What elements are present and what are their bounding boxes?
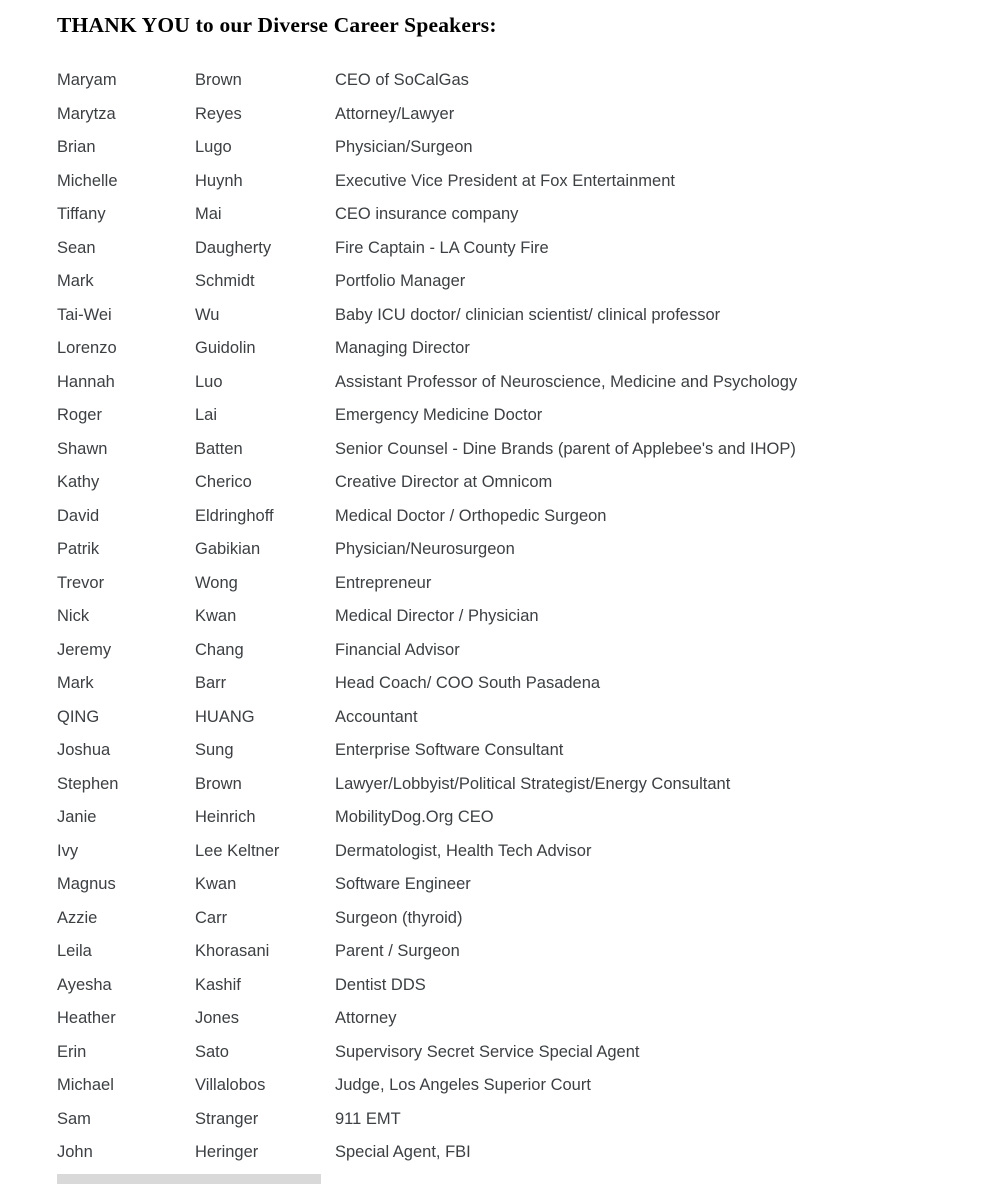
speaker-row: [57, 701, 986, 735]
speaker-first-name: David: [57, 506, 100, 525]
speaker-first-name: Tai-Wei: [57, 305, 112, 324]
speaker-last-name: Gabikian: [195, 540, 261, 558]
speaker-last-name: Sung: [195, 741, 234, 759]
speaker-title: Baby ICU doctor/ clinician scientist/ clinical professor: [335, 305, 721, 324]
speaker-title: Dentist DDS: [335, 975, 426, 994]
speaker-last-name: Luo: [195, 372, 223, 391]
speaker-title: Judge, Los Angeles Superior Court: [335, 1076, 591, 1094]
speaker-last-name: Wong: [195, 573, 238, 592]
speaker-title: Supervisory Secret Service Special Agent: [335, 1042, 640, 1061]
speaker-last-name: Heringer: [195, 1143, 259, 1161]
speaker-title: Medical Doctor / Orthopedic Surgeon: [335, 506, 607, 525]
speaker-title: Software Engineer: [335, 875, 471, 893]
speaker-first-name: John: [57, 1143, 93, 1161]
speaker-first-name: Ayesha: [57, 975, 112, 994]
speaker-title: Parent / Surgeon: [335, 942, 460, 960]
speaker-title: Dermatologist, Health Tech Advisor: [335, 841, 592, 860]
speaker-first-name: Nick: [57, 607, 90, 625]
speaker-last-name: Mai: [195, 205, 222, 223]
speaker-row: [57, 299, 986, 333]
speaker-title: Surgeon (thyroid): [335, 908, 463, 927]
speaker-row: [57, 466, 986, 500]
speaker-title: 911 EMT: [335, 1109, 401, 1128]
speaker-last-name: Wu: [195, 305, 220, 324]
speaker-last-name: Reyes: [195, 104, 242, 123]
speaker-title: Senior Counsel - Dine Brands (parent of Applebee's and IHOP): [335, 439, 796, 458]
speaker-row: [57, 265, 986, 299]
speaker-row: [57, 935, 986, 969]
speaker-last-name: Eldringhoff: [195, 506, 274, 525]
speaker-last-name: Lee Keltner: [195, 841, 280, 860]
speaker-title: CEO insurance company: [335, 205, 519, 223]
speaker-row: [57, 131, 986, 165]
speaker-title: Accountant: [335, 707, 418, 726]
speaker-last-name: Kwan: [195, 875, 237, 893]
speaker-row: [57, 399, 986, 433]
speaker-title: Entrepreneur: [335, 573, 432, 592]
speaker-last-name: Heinrich: [195, 808, 256, 826]
speaker-last-name: Jones: [195, 1009, 240, 1027]
speaker-first-name: Mark: [57, 272, 94, 290]
speaker-first-name: Brian: [57, 138, 96, 156]
speaker-row: [57, 1069, 986, 1103]
speaker-row: [57, 500, 986, 534]
speaker-row: [57, 969, 986, 1003]
speaker-row: [57, 1036, 986, 1070]
partial-row-highlight: [57, 1174, 321, 1184]
speaker-first-name: QING: [57, 707, 100, 726]
speaker-last-name: Brown: [195, 774, 242, 793]
speaker-first-name: Stephen: [57, 774, 119, 793]
speaker-title: Attorney/Lawyer: [335, 104, 455, 123]
speaker-last-name: Barr: [195, 674, 227, 692]
speaker-title: Fire Captain - LA County Fire: [335, 238, 549, 257]
speaker-title: Medical Director / Physician: [335, 607, 539, 625]
speaker-list: [57, 64, 986, 1170]
speaker-title: Creative Director at Omnicom: [335, 473, 553, 491]
speaker-title: Executive Vice President at Fox Entertainment: [335, 171, 675, 190]
speaker-row: [57, 232, 986, 266]
speaker-first-name: Patrik: [57, 540, 100, 558]
speaker-first-name: Sean: [57, 238, 96, 257]
speaker-row: [57, 332, 986, 366]
speaker-row: [57, 533, 986, 567]
speaker-last-name: Chang: [195, 640, 244, 659]
speaker-row: [57, 734, 986, 768]
speaker-first-name: Michael: [57, 1076, 114, 1094]
speaker-last-name: Daugherty: [195, 238, 272, 257]
speaker-last-name: Brown: [195, 71, 242, 89]
speaker-last-name: Huynh: [195, 171, 243, 190]
speaker-row: [57, 868, 986, 902]
speaker-row: [57, 1103, 986, 1137]
speaker-last-name: Carr: [195, 908, 228, 927]
speaker-row: [57, 165, 986, 199]
speaker-last-name: Lugo: [195, 138, 232, 156]
speaker-first-name: Mark: [57, 674, 94, 692]
speaker-title: Head Coach/ COO South Pasadena: [335, 674, 601, 692]
speaker-row: [57, 98, 986, 132]
speaker-title: Portfolio Manager: [335, 272, 466, 290]
speaker-last-name: Khorasani: [195, 942, 270, 960]
speaker-first-name: Trevor: [57, 573, 105, 592]
speaker-first-name: Shawn: [57, 439, 108, 458]
speaker-row: [57, 801, 986, 835]
speaker-title: Emergency Medicine Doctor: [335, 406, 543, 424]
speaker-row: [57, 634, 986, 668]
speaker-first-name: Michelle: [57, 171, 118, 190]
speaker-title: Physician/Surgeon: [335, 138, 473, 156]
speaker-last-name: Sato: [195, 1042, 229, 1061]
speaker-first-name: Joshua: [57, 741, 111, 759]
speaker-last-name: Lai: [195, 406, 218, 424]
speaker-last-name: Cherico: [195, 473, 252, 491]
speaker-row: [57, 1136, 986, 1170]
speaker-title: Enterprise Software Consultant: [335, 741, 564, 759]
speaker-first-name: Maryam: [57, 71, 117, 89]
speaker-title: Financial Advisor: [335, 640, 460, 659]
speaker-first-name: Roger: [57, 406, 102, 424]
speaker-first-name: Sam: [57, 1109, 91, 1128]
speaker-title: MobilityDog.Org CEO: [335, 808, 494, 826]
speaker-title: CEO of SoCalGas: [335, 71, 469, 89]
speaker-row: [57, 667, 986, 701]
speaker-title: Lawyer/Lobbyist/Political Strategist/Energy Consultant: [335, 774, 731, 793]
speaker-first-name: Lorenzo: [57, 339, 117, 357]
speaker-last-name: Stranger: [195, 1109, 259, 1128]
speaker-row: [57, 198, 986, 232]
speaker-title: Assistant Professor of Neuroscience, Medicine and Psychology: [335, 372, 798, 391]
page-title: THANK YOU to our Diverse Career Speakers:: [57, 13, 497, 37]
speaker-last-name: Guidolin: [195, 339, 256, 357]
speaker-first-name: Erin: [57, 1042, 87, 1061]
speaker-last-name: Batten: [195, 439, 243, 458]
speaker-last-name: Kwan: [195, 607, 237, 625]
speaker-row: [57, 433, 986, 467]
speaker-title: Attorney: [335, 1009, 397, 1027]
speaker-first-name: Ivy: [57, 841, 79, 860]
speaker-first-name: Tiffany: [57, 205, 106, 223]
speaker-row: [57, 567, 986, 601]
speaker-title: Physician/Neurosurgeon: [335, 540, 515, 558]
speaker-row: [57, 600, 986, 634]
speaker-last-name: Kashif: [195, 975, 241, 994]
speaker-first-name: Hannah: [57, 372, 115, 391]
speaker-row: [57, 1002, 986, 1036]
speaker-last-name: HUANG: [195, 707, 255, 726]
speaker-row: [57, 64, 986, 98]
speaker-row: [57, 768, 986, 802]
speaker-first-name: Heather: [57, 1009, 116, 1027]
speaker-first-name: Azzie: [57, 908, 98, 927]
speaker-title: Special Agent, FBI: [335, 1143, 471, 1161]
speaker-title: Managing Director: [335, 339, 470, 357]
speaker-row: [57, 835, 986, 869]
speaker-first-name: Jeremy: [57, 640, 112, 659]
speaker-first-name: Marytza: [57, 104, 116, 123]
speaker-first-name: Kathy: [57, 473, 100, 491]
speaker-first-name: Janie: [57, 808, 97, 826]
speaker-first-name: Leila: [57, 942, 92, 960]
speaker-first-name: Magnus: [57, 875, 116, 893]
speaker-last-name: Villalobos: [195, 1076, 266, 1094]
speaker-last-name: Schmidt: [195, 272, 255, 290]
speaker-row: [57, 902, 986, 936]
speaker-row: [57, 366, 986, 400]
